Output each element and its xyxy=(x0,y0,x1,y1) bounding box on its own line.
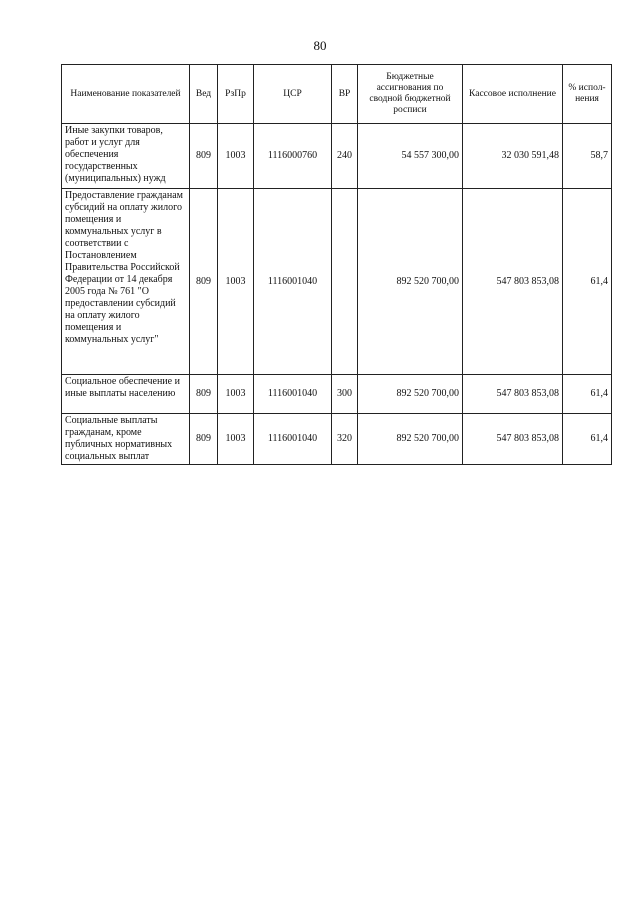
header-percent: % испол-нения xyxy=(563,65,612,124)
cell-name: Социальные выплаты гражданам, кроме публичных нормативных социальных выплат xyxy=(62,414,190,465)
cell-vr xyxy=(332,189,358,375)
cell-name: Социальное обеспечение и иные выплаты населению xyxy=(62,375,190,414)
cell-percent: 61,4 xyxy=(563,189,612,375)
table-row xyxy=(62,189,612,375)
cell-rzpr: 1003 xyxy=(218,375,254,414)
table-row xyxy=(62,414,612,465)
header-rzpr: РзПр xyxy=(218,65,254,124)
cell-budget: 54 557 300,00 xyxy=(358,124,463,189)
cell-vr: 300 xyxy=(332,375,358,414)
budget-execution-table xyxy=(61,64,612,465)
cell-csr: 1116001040 xyxy=(254,375,332,414)
header-cash: Кассовое исполнение xyxy=(463,65,563,124)
cell-cash: 32 030 591,48 xyxy=(463,124,563,189)
cell-name: Предоставление гражданам субсидий на оплату жилого помещения и коммунальных услуг в соответствии с Постановлением Правительства Российской Федерации от 14 декабря 2005 года № 761 "О предоставлении субсидий на оплату жилого помещения и коммунальных услуг" xyxy=(62,189,190,375)
cell-cash: 547 803 853,08 xyxy=(463,414,563,465)
cell-percent: 61,4 xyxy=(563,375,612,414)
cell-percent: 58,7 xyxy=(563,124,612,189)
header-budget: Бюджетные ассигнования по сводной бюджетной росписи xyxy=(358,65,463,124)
cell-ved: 809 xyxy=(190,189,218,375)
cell-csr: 1116001040 xyxy=(254,189,332,375)
page-number: 80 xyxy=(313,38,327,53)
header-ved: Вед xyxy=(190,65,218,124)
cell-vr: 240 xyxy=(332,124,358,189)
cell-csr: 1116000760 xyxy=(254,124,332,189)
cell-rzpr: 1003 xyxy=(218,189,254,375)
cell-ved: 809 xyxy=(190,414,218,465)
cell-cash: 547 803 853,08 xyxy=(463,189,563,375)
cell-percent: 61,4 xyxy=(563,414,612,465)
cell-rzpr: 1003 xyxy=(218,414,254,465)
cell-budget: 892 520 700,00 xyxy=(358,375,463,414)
cell-ved: 809 xyxy=(190,124,218,189)
cell-name: Иные закупки товаров, работ и услуг для обеспечения государственных (муниципальных) нужд xyxy=(62,124,190,189)
cell-vr: 320 xyxy=(332,414,358,465)
cell-ved: 809 xyxy=(190,375,218,414)
header-csr: ЦСР xyxy=(254,65,332,124)
cell-budget: 892 520 700,00 xyxy=(358,189,463,375)
cell-budget: 892 520 700,00 xyxy=(358,414,463,465)
cell-cash: 547 803 853,08 xyxy=(463,375,563,414)
header-name: Наименование показателей xyxy=(62,65,190,124)
header-vr: ВР xyxy=(332,65,358,124)
cell-rzpr: 1003 xyxy=(218,124,254,189)
cell-csr: 1116001040 xyxy=(254,414,332,465)
table-row xyxy=(62,124,612,189)
table-header-row xyxy=(62,65,612,124)
table-row xyxy=(62,375,612,414)
